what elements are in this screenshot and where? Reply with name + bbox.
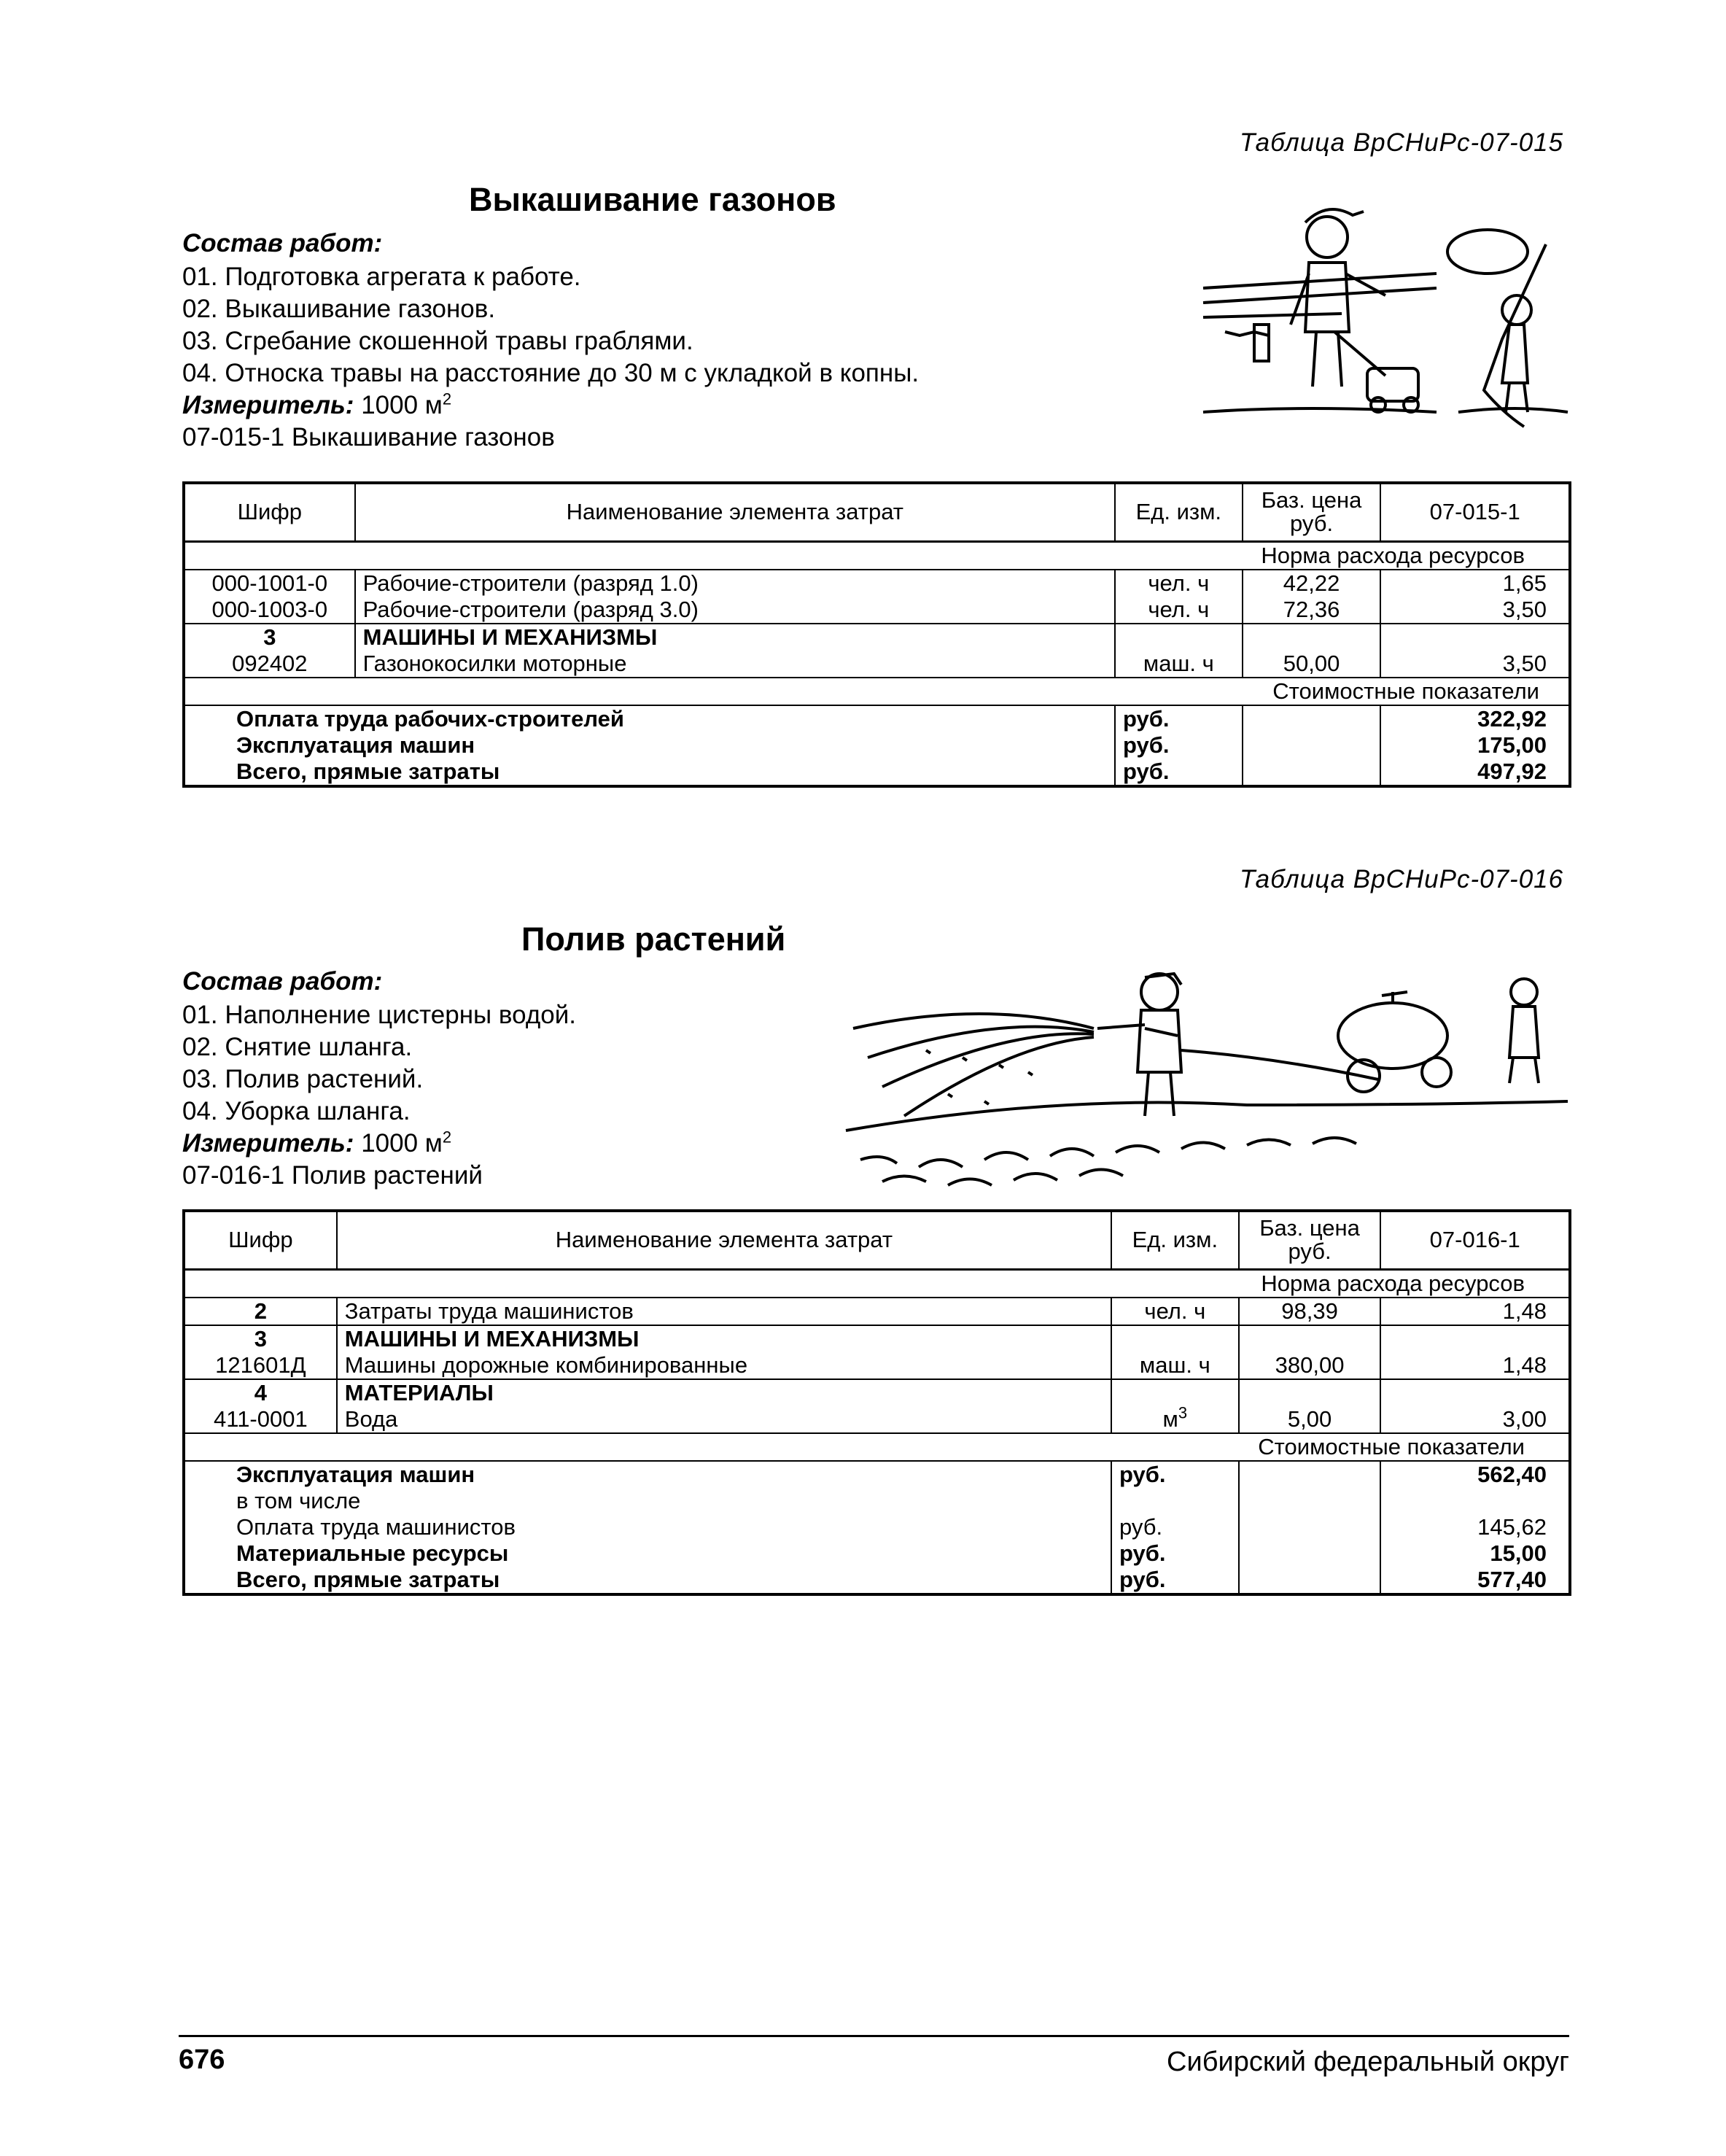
cell-unit xyxy=(1111,1379,1239,1406)
table-row xyxy=(184,570,1570,597)
cell-unit: чел. ч xyxy=(1115,570,1243,597)
work-list-2 xyxy=(182,967,576,1192)
header-name: Наименование элемента затрат xyxy=(355,483,1115,541)
cell-price: 380,00 xyxy=(1239,1352,1381,1379)
cell-unit: чел. ч xyxy=(1111,1298,1239,1325)
cost-name: Всего, прямые затраты xyxy=(184,1567,1111,1594)
cell-price xyxy=(1239,1325,1381,1352)
cost-value: 562,40 xyxy=(1380,1461,1570,1488)
item-line: 07-015-1 Выкашивание газонов xyxy=(182,423,555,451)
item-line: 07-016-1 Полив растений xyxy=(182,1161,483,1190)
cost-value: 577,40 xyxy=(1380,1567,1570,1594)
work-step: 04. Относка травы на расстояние до 30 м с укладкой в копны. xyxy=(182,359,920,387)
norm-header: Норма расхода ресурсов xyxy=(184,541,1570,570)
cell-code: 3 xyxy=(184,624,355,651)
cell-unit: маш. ч xyxy=(1111,1352,1239,1379)
table-row xyxy=(184,624,1570,651)
cost-table-2 xyxy=(182,1209,1571,1596)
header-item: 07-016-1 xyxy=(1380,1211,1570,1269)
cost-value: 15,00 xyxy=(1380,1540,1570,1567)
cell-price xyxy=(1239,1379,1381,1406)
section-title-1: Выкашивание газонов xyxy=(469,181,836,218)
cell-code: 121601Д xyxy=(184,1352,337,1379)
cell-norm xyxy=(1380,624,1570,651)
cost-name: Эксплуатация машин xyxy=(184,1461,1111,1488)
table-row xyxy=(184,1379,1570,1406)
header-price: Баз. цена руб. xyxy=(1243,483,1381,541)
cost-unit: руб. xyxy=(1111,1514,1239,1540)
table-ref-1: Таблица ВрСНиРс-07-015 xyxy=(1240,128,1564,157)
cost-name: в том числе xyxy=(184,1488,1111,1514)
norm-header: Норма расхода ресурсов xyxy=(184,1269,1570,1298)
cost-name: Эксплуатация машин xyxy=(184,732,1115,759)
cost-name: Всего, прямые затраты xyxy=(184,759,1115,786)
work-step: 02. Снятие шланга. xyxy=(182,1033,413,1061)
table-ref-2: Таблица ВрСНиРс-07-016 xyxy=(1240,865,1564,893)
meter-label: Измеритель: xyxy=(182,391,354,419)
cell-name: МАТЕРИАЛЫ xyxy=(337,1379,1111,1406)
cell-code: 3 xyxy=(184,1325,337,1352)
cell-name: МАШИНЫ И МЕХАНИЗМЫ xyxy=(355,624,1115,651)
cell-norm: 1,48 xyxy=(1380,1298,1570,1325)
work-label: Состав работ: xyxy=(182,229,383,257)
cost-header: Стоимостные показатели xyxy=(184,1433,1570,1461)
meter-line xyxy=(182,389,919,422)
header-unit: Ед. изм. xyxy=(1115,483,1243,541)
work-step: 03. Сгребание скошенной травы граблями. xyxy=(182,327,693,355)
cost-row xyxy=(184,759,1570,786)
cost-header: Стоимостные показатели xyxy=(184,678,1570,705)
cell-norm: 1,48 xyxy=(1380,1352,1570,1379)
meter-sup: 2 xyxy=(442,389,452,408)
unit-text: м xyxy=(1162,1405,1178,1432)
cell-name: Газонокосилки моторные xyxy=(355,651,1115,678)
cost-unit: руб. xyxy=(1115,759,1243,786)
lawn-mowing-illustration xyxy=(1196,193,1575,434)
work-step: 01. Подготовка агрегата к работе. xyxy=(182,263,581,291)
table-row xyxy=(184,1298,1570,1325)
header-code: Шифр xyxy=(184,1211,337,1269)
cost-row xyxy=(184,1540,1570,1567)
cost-row xyxy=(184,1567,1570,1594)
cost-row xyxy=(184,732,1570,759)
table-row xyxy=(184,1352,1570,1379)
cell-price: 98,39 xyxy=(1239,1298,1381,1325)
work-step: 01. Наполнение цистерны водой. xyxy=(182,1001,576,1029)
watering-illustration xyxy=(839,948,1575,1196)
cell-norm xyxy=(1380,1325,1570,1352)
cell-norm: 1,65 xyxy=(1380,570,1570,597)
page-number: 676 xyxy=(179,2044,225,2075)
cost-unit: руб. xyxy=(1111,1540,1239,1567)
unit-sup: 3 xyxy=(1178,1403,1188,1422)
cell-code: 411-0001 xyxy=(184,1406,337,1433)
cost-value: 175,00 xyxy=(1380,732,1570,759)
cell-price: 5,00 xyxy=(1239,1406,1381,1433)
cost-row xyxy=(184,1488,1570,1514)
header-unit: Ед. изм. xyxy=(1111,1211,1239,1269)
work-label: Состав работ: xyxy=(182,967,383,996)
work-list-1 xyxy=(182,229,919,454)
cell-code: 2 xyxy=(184,1298,337,1325)
header-code: Шифр xyxy=(184,483,355,541)
cell-unit: маш. ч xyxy=(1115,651,1243,678)
header-name: Наименование элемента затрат xyxy=(337,1211,1111,1269)
header-price: Баз. цена руб. xyxy=(1239,1211,1381,1269)
cost-value: 322,92 xyxy=(1380,705,1570,732)
cell-unit xyxy=(1111,1325,1239,1352)
meter-value: 1000 м xyxy=(361,1129,443,1158)
cell-name: Рабочие-строители (разряд 3.0) xyxy=(355,597,1115,624)
cost-value: 497,92 xyxy=(1380,759,1570,786)
cost-unit: руб. xyxy=(1115,705,1243,732)
region-name: Сибирский федеральный округ xyxy=(1167,2047,1569,2077)
cell-name: МАШИНЫ И МЕХАНИЗМЫ xyxy=(337,1325,1111,1352)
cost-unit: руб. xyxy=(1115,732,1243,759)
meter-value: 1000 м xyxy=(361,391,443,419)
header-item: 07-015-1 xyxy=(1380,483,1570,541)
cell-norm: 3,50 xyxy=(1380,651,1570,678)
footer-divider xyxy=(179,2035,1569,2037)
cost-table-1 xyxy=(182,481,1571,788)
work-step: 03. Полив растений. xyxy=(182,1065,424,1093)
cost-row xyxy=(184,1461,1570,1488)
table-row xyxy=(184,1406,1570,1433)
cell-norm xyxy=(1380,1379,1570,1406)
cost-row xyxy=(184,1514,1570,1540)
table-row xyxy=(184,1325,1570,1352)
work-step: 04. Уборка шланга. xyxy=(182,1097,411,1125)
cell-norm: 3,00 xyxy=(1380,1406,1570,1433)
cost-unit: руб. xyxy=(1111,1461,1239,1488)
cell-price: 42,22 xyxy=(1243,570,1381,597)
cell-unit xyxy=(1115,624,1243,651)
cell-code: 000-1003-0 xyxy=(184,597,355,624)
cell-name: Затраты труда машинистов xyxy=(337,1298,1111,1325)
cell-code: 000-1001-0 xyxy=(184,570,355,597)
cost-name: Оплата труда машинистов xyxy=(184,1514,1111,1540)
meter-sup: 2 xyxy=(442,1128,452,1147)
cell-code: 4 xyxy=(184,1379,337,1406)
cell-name: Машины дорожные комбинированные xyxy=(337,1352,1111,1379)
cost-unit xyxy=(1111,1488,1239,1514)
cell-price: 50,00 xyxy=(1243,651,1381,678)
work-step: 02. Выкашивание газонов. xyxy=(182,295,496,323)
cell-price xyxy=(1243,624,1381,651)
cell-code: 092402 xyxy=(184,651,355,678)
cell-name: Рабочие-строители (разряд 1.0) xyxy=(355,570,1115,597)
section-title-2: Полив растений xyxy=(521,920,786,958)
cell-name: Вода xyxy=(337,1406,1111,1433)
cell-unit: чел. ч xyxy=(1115,597,1243,624)
cost-value: 145,62 xyxy=(1380,1514,1570,1540)
meter-label: Измеритель: xyxy=(182,1129,354,1158)
table-row xyxy=(184,597,1570,624)
cost-row xyxy=(184,705,1570,732)
table-row xyxy=(184,651,1570,678)
cell-price: 72,36 xyxy=(1243,597,1381,624)
cost-name: Материальные ресурсы xyxy=(184,1540,1111,1567)
cost-name: Оплата труда рабочих-строителей xyxy=(184,705,1115,732)
cell-unit xyxy=(1111,1403,1239,1433)
cell-norm: 3,50 xyxy=(1380,597,1570,624)
meter-line xyxy=(182,1128,576,1160)
cost-value xyxy=(1380,1488,1570,1514)
cost-unit: руб. xyxy=(1111,1567,1239,1594)
